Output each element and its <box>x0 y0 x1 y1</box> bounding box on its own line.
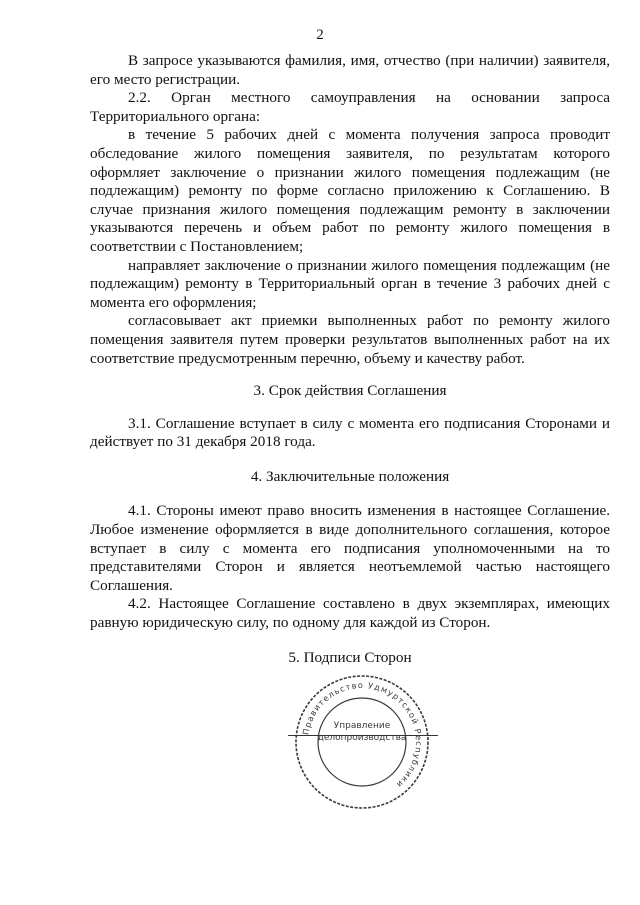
section-4-heading: 4. Заключительные положения <box>250 467 450 485</box>
stamp-seal-icon <box>292 672 432 812</box>
page-number: 2 <box>316 27 324 43</box>
paragraph: 3.1. Соглашение вступает в силу с момента его подписания Сторонами и действует по 31 декабря 2018 года. <box>90 414 610 451</box>
section-5-heading: 5. Подписи Сторон <box>288 648 412 666</box>
paragraph: направляет заключение о признании жилого помещения подлежащим (не подлежащим) ремонту в Территориальный орган в течение 3 рабочих дней с момента его оформления; <box>90 256 610 311</box>
stamp-label-line-2: делопроизводства <box>317 733 407 743</box>
signature-line <box>288 735 438 736</box>
section-3-heading: 3. Срок действия Соглашения <box>253 382 447 400</box>
document-body <box>90 52 610 667</box>
official-stamp <box>292 672 432 812</box>
paragraph: 2.2. Орган местного самоуправления на основании запроса Территориального органа: <box>90 89 610 125</box>
stamp-label-line-1: Управление <box>333 721 391 731</box>
paragraph: 4.1. Стороны имеют право вносить изменения в настоящее Соглашение. Любое изменение оформляется в виде дополнительного соглашения, которое вступает в силу с момента его подписания уполномоченными на то представителями Сторон и является неотъемлемой частью настоящего Соглашения. <box>90 502 610 594</box>
paragraph: 4.2. Настоящее Соглашение составлено в двух экземплярах, имеющих равную юридическую силу, по одному для каждой из Сторон. <box>90 595 610 632</box>
paragraph: В запросе указываются фамилия, имя, отчество (при наличии) заявителя, его место регистрации. <box>90 52 610 88</box>
paragraph: согласовывает акт приемки выполненных работ по ремонту жилого помещения заявителя путем проверки результатов выполненных работ на их соответствие предусмотренным перечню, объему и качеству работ. <box>90 312 610 367</box>
stamp-ring-text: Правительство Удмуртской Республики <box>300 679 425 791</box>
paragraph: в течение 5 рабочих дней с момента получения запроса проводит обследование жилого помещения заявителя, по результатам которого оформляет заключение о признании жилого помещения подлежащим (не подлежащим) ремонту по форме согласно приложению к Соглашению. В случае признания жилого помещения подлежащим ремонту в заключении указываются перечень и объем работ по ремонту жилого помещения в соответствии с Постановлением; <box>90 126 610 255</box>
